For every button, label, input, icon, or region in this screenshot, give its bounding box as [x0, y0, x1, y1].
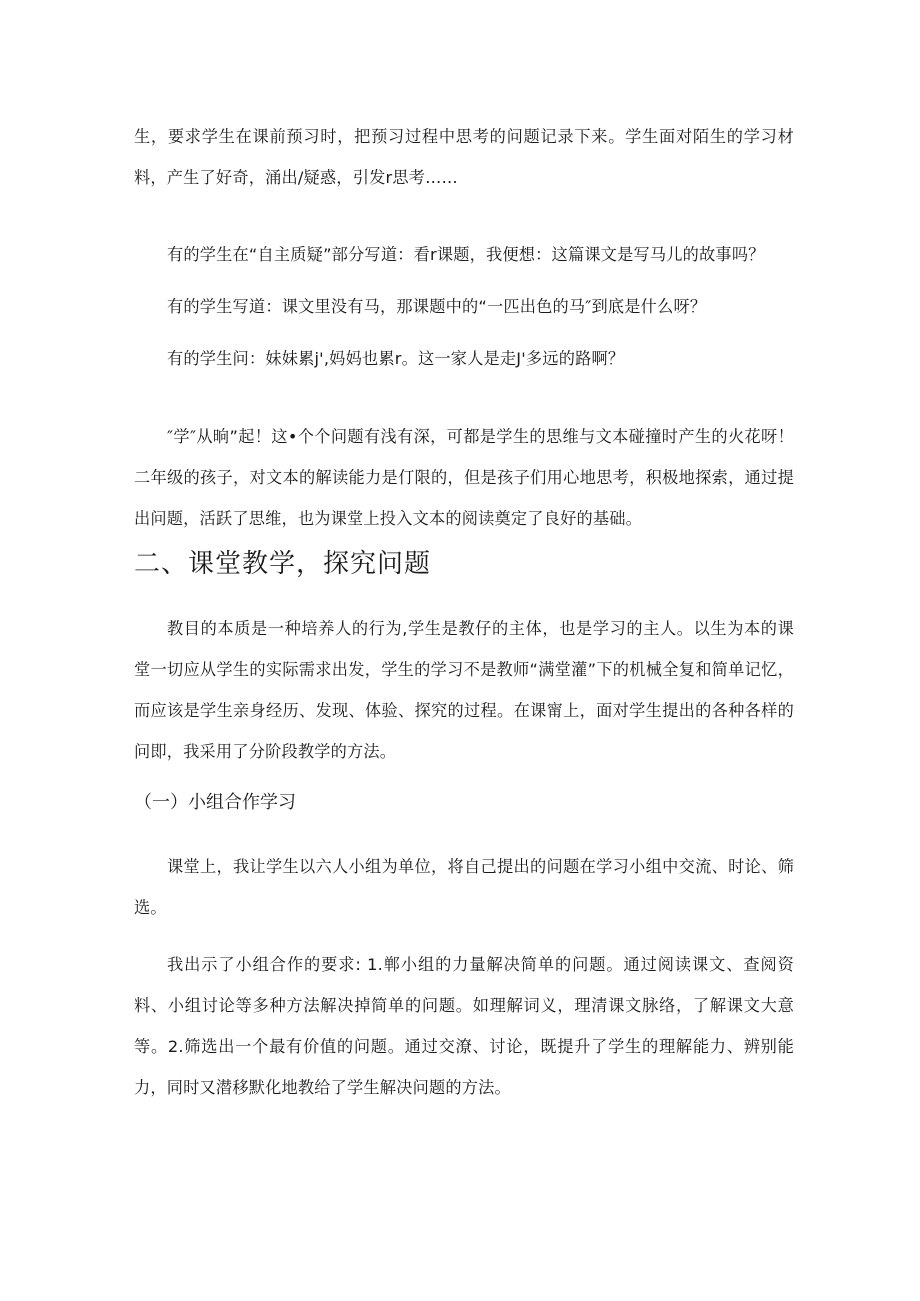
paragraph-teaching-essence: 教目的本质是一种培养人的行为,学生是教仔的主体，也是学习的主人。以生为本的课堂一切应从学生的实际需求出发，学生的学习不是教师“满堂灌”下的机械全复和简单记忆，而应该是学生亲身经历、发现、体验、探究的过程。在课甯上，面对学生提出的各种各样的问即，我采用了分阶段教学的方法。 — [134, 619, 794, 761]
section-heading-classroom-teaching: 二、课堂教学，探究问题 — [134, 549, 432, 579]
paragraph-learning-from-questions: ″学″从晌”起！这•个个问题有浅有深，可都是学生的思维与文本碰撞时产生的火花呀！二年级的孩子，对文本的解读能力是仃限的，但是孩子们用心地思考，积极地探索，通过提出问题，活跃了思维，也为课堂上投入文本的阅读奠定了良好的基础。 — [134, 427, 794, 528]
paragraph-group-requirements: 我出示了小组合作的要求: 1.郸小组的力量解决简单的问题。通过阅读课文、查阅资料、小组讨论等多种方法解决掉简单的问题。如理解词义，理清课文脉络，了解课文大意等。2.筛选出一个最有价值的问题。通过交潦、讨论，既提升了学生的理解能力、辨别能力，同时又潜移默化地教给了学生解决问题的方法。 — [134, 955, 794, 1097]
paragraph-student-question-2: 有的学生写道：课文里没有马，那课题中的“一匹出色的马″到底是什么呀？ — [167, 297, 707, 316]
paragraph-preview-questions: 生，要求学生在课前预习时，把预习过程中思考的问题记录下来。学生面对陌生的学习材料，产生了好奇，涌出/疑惑，引发r思考…… — [134, 127, 794, 187]
paragraph-student-question-3: 有的学生问：妹妹累j',妈妈也累r。这一家人是走J'多远的路啊？ — [167, 349, 625, 368]
subsection-heading-group-learning: （一）小组合作学习 — [134, 792, 296, 813]
paragraph-student-question-1: 有的学生在“自主质疑”部分写道：看r课题，我便想：这篇课文是写马儿的故事吗？ — [167, 245, 765, 264]
paragraph-group-discussion: 课堂上，我让学生以六人小组为单位，将自己提出的问题在学习小组中交流、时论、筛选。 — [134, 857, 794, 917]
